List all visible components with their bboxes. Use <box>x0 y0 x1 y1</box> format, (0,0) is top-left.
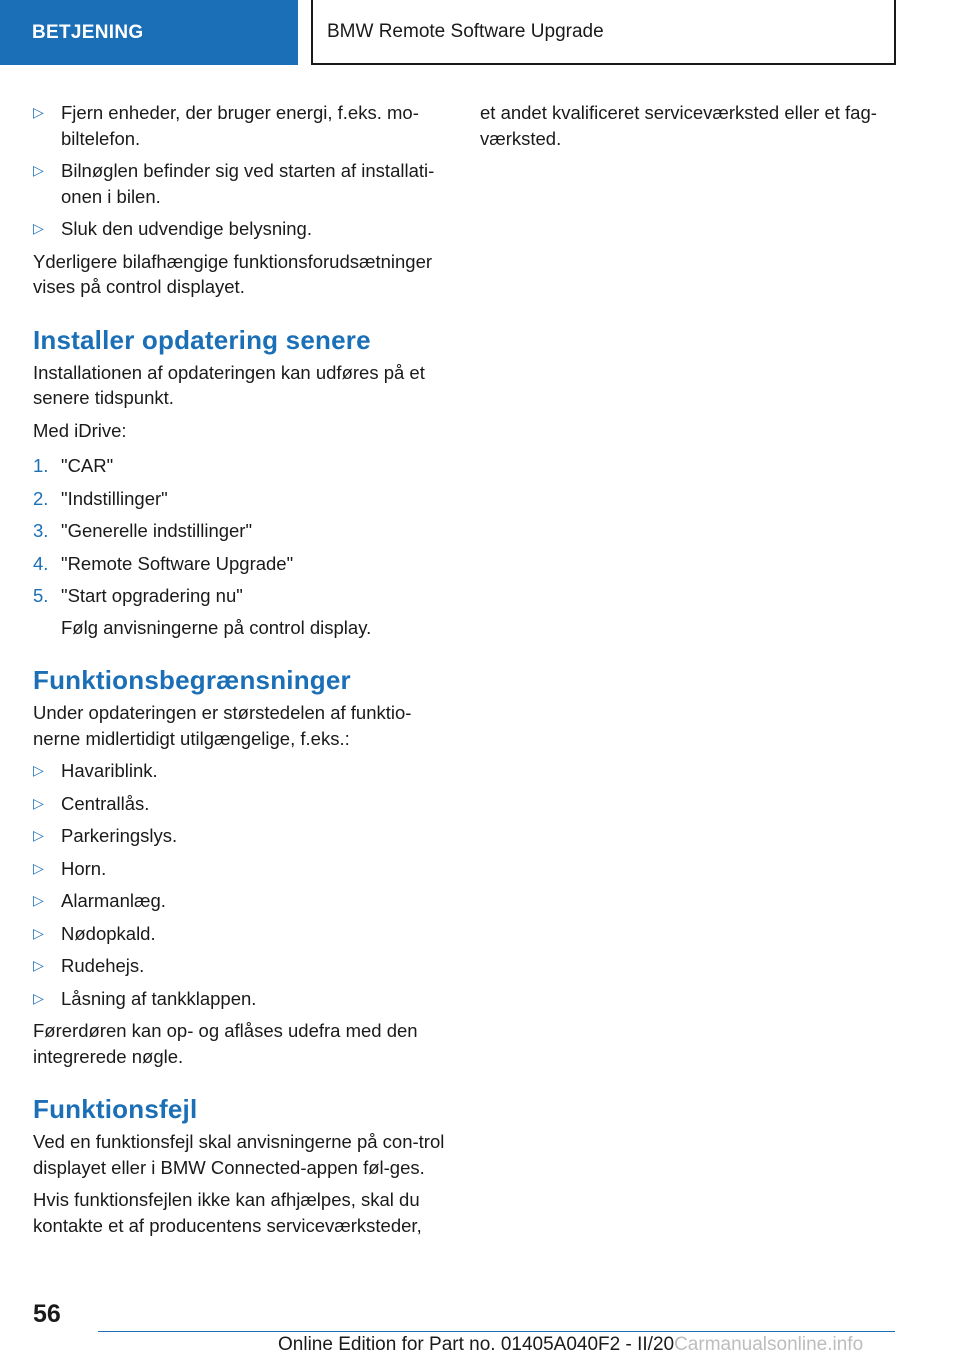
section-tab <box>0 0 298 65</box>
list-item: ▷ Centrallås. <box>33 791 451 817</box>
numbered-step: 4. "Remote Software Upgrade" <box>33 551 451 577</box>
numbered-step: 5. "Start opgradering nu" <box>33 583 451 609</box>
page-number: 56 <box>33 1300 61 1328</box>
paragraph: Ved en funktionsfejl skal anvisningerne på con-trol displayet eller i BMW Connected-appen føl-ges. <box>33 1131 445 1178</box>
footer-divider <box>98 1331 895 1332</box>
chapter-header <box>311 0 896 65</box>
list-item: ▷ Parkeringslys. <box>33 823 451 849</box>
triangle-bullet-icon: ▷ <box>33 162 44 178</box>
numbered-step: 2. "Indstillinger" <box>33 486 451 512</box>
list-item: ▷ Fjern enheder, der bruger energi, f.eks. mo-biltelefon. <box>33 102 419 149</box>
paragraph: Med iDrive: <box>33 419 127 441</box>
list-item: ▷ Sluk den udvendige belysning. <box>33 216 451 242</box>
paragraph: Installationen af opdateringen kan udføres på et senere tidspunkt. <box>33 361 425 408</box>
triangle-bullet-icon: ▷ <box>33 957 44 973</box>
step-number: 2. <box>33 487 49 509</box>
list-item: ▷ Horn. <box>33 856 451 882</box>
triangle-bullet-icon: ▷ <box>33 859 44 876</box>
section-heading: Installer opdatering senere <box>33 324 371 355</box>
list-item: ▷ Havariblink. <box>33 758 451 784</box>
triangle-bullet-icon: ▷ <box>33 924 44 941</box>
step-number: 3. <box>33 520 49 541</box>
triangle-bullet-icon: ▷ <box>33 220 44 236</box>
section-heading: Funktionsfejl <box>33 1094 198 1124</box>
numbered-step: 3. "Generelle indstillinger" <box>33 518 451 544</box>
paragraph: Under opdateringen er størstedelen af funktio-nerne midlertidigt utilgængelige, f.eks.: <box>33 702 412 749</box>
step-number: 1. <box>33 455 49 476</box>
left-column <box>33 100 451 1245</box>
list-item: ▷ Bilnøglen befinder sig ved starten af installati-onen i bilen. <box>33 160 435 207</box>
list-item: ▷ Rudehejs. <box>33 953 451 979</box>
list-item: ▷ Låsning af tankklappen. <box>33 986 451 1012</box>
watermark-brand: Carmanualsonline.info <box>674 1334 864 1355</box>
section-label: BETJENING <box>32 21 144 43</box>
triangle-bullet-icon: ▷ <box>33 989 44 1006</box>
numbered-step: 1. "CAR" <box>33 453 451 479</box>
triangle-bullet-icon: ▷ <box>33 827 44 843</box>
paragraph: Hvis funktionsfejlen ikke kan afhjælpes, skal du kontakte et af producentens serviceværksteder, <box>33 1189 422 1236</box>
step-note: Følg anvisningerne på control display. <box>61 616 372 638</box>
list-item: ▷ Nødopkald. <box>33 921 451 947</box>
triangle-bullet-icon: ▷ <box>33 794 44 811</box>
paragraph: et andet kvalificeret serviceværksted eller et fag-værksted. <box>480 102 877 149</box>
right-column <box>480 100 900 158</box>
edition-text: Online Edition for Part no. 01405A040F2 - II/20 <box>278 1334 675 1355</box>
triangle-bullet-icon: ▷ <box>33 104 44 120</box>
paragraph: Yderligere bilafhængige funktionsforudsætninger vises på control displayet. <box>33 250 433 297</box>
list-item: ▷ Alarmanlæg. <box>33 888 451 914</box>
triangle-bullet-icon: ▷ <box>33 892 44 908</box>
paragraph: Førerdøren kan op- og aflåses udefra med den integrerede nøgle. <box>33 1020 418 1067</box>
footer-edition <box>278 1334 863 1356</box>
chapter-title: BMW Remote Software Upgrade <box>327 20 604 42</box>
section-heading: Funktionsbegrænsninger <box>33 665 351 695</box>
step-number: 5. <box>33 585 49 606</box>
step-number: 4. <box>33 552 49 574</box>
triangle-bullet-icon: ▷ <box>33 762 44 778</box>
